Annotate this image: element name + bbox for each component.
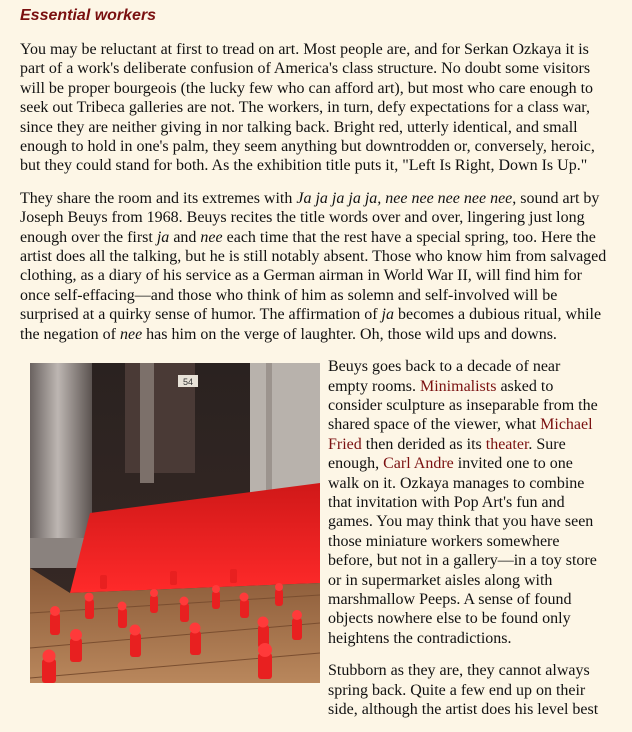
text: asked to consider sculpture as inseparable from the shared space of the viewer, what [328,377,598,434]
text: invited one to one walk on it. Ozkaya manages to combine that invitation with Pop Art's fun and games. You may think that you have seen those miniature workers somewhere before, but not in a gallery—in a toy store or in supermarket aisles along with marshmallow Peeps. A sense of found objects nowhere else to be found only heightens the contradictions. [328,455,597,647]
installation-photo [30,363,320,683]
link-michael-fried[interactable]: Michael Fried [328,416,593,453]
text: Beuys goes back to a decade of near empty rooms. [328,358,561,395]
text: . Sure enough, [328,435,566,473]
text: , sound art by Joseph Beuys from 1968. Beuys recites the title words over and over, lingering just long enough over the first [20,189,600,246]
link-minimalists[interactable]: Minimalists [420,377,497,395]
paragraph-1: You may be reluctant at first to tread on art. Most people are, and for Serkan Ozkaya it is part of a work's deliberate confusion of America's class structure. No doubt some visitors will be proper bourgeois (the lucky few who can afford art), but most who care enough to seek out Tribeca galleries are not. The workers, in turn, defy expectations for a class war, since they are neither giving in nor talking back. Bright red, utterly identical, and small enough to hold in one's palm, they seem anything but downtrodden or, conversely, heroic, but they could stand for both. As the exhibition title puts it, "Left Is Right, Down Is Up." [20,41,595,175]
paragraph-3 [328,357,604,648]
paragraph-4: Stubborn as they are, they cannot always spring back. Quite a few end up on their side, although the artist does his level best [328,662,599,718]
link-carl-andre[interactable]: Carl Andre [383,455,454,473]
text: They share the room and its extremes with [20,189,297,207]
italic-word: ja [156,228,170,246]
side-column [328,357,608,732]
installation-photo-image [30,363,320,683]
italic-word: nee [200,228,223,246]
text: and [169,228,201,246]
text: each time that the rest have a special spring, too. Here the artist does all the talking, but he is still notably absent. Those who know him from salvaged clothing, as a diary of his service as a German airman in World War II, will find him for once self-effacing—and those who think of him as solemn and self-involved will be surprised at a quirky sense of humor. The affirmation of [20,228,607,324]
italic-word: nee [119,325,143,343]
section-heading: Essential workers [20,7,157,24]
figure-row [20,357,608,732]
exit-sign: 54 [182,377,194,388]
link-theater[interactable]: theater [485,435,529,453]
artwork-title: Ja ja ja ja ja, nee nee nee nee nee [296,189,513,207]
text: has him on the verge of laughter. Oh, those wild ups and downs. [142,325,557,343]
text: becomes a dubious ritual, while the negation of [20,306,602,343]
text: then derided as its [361,435,486,453]
paragraph-2 [20,189,608,344]
italic-word: ja [381,306,394,324]
